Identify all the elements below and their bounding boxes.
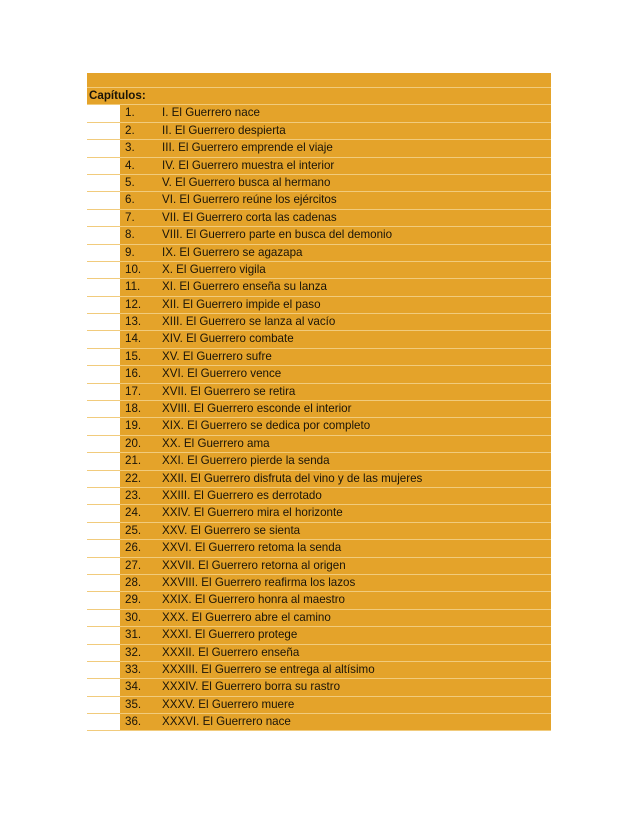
chapter-number: 2.	[125, 123, 135, 137]
chapter-title: IX. El Guerrero se agazapa	[162, 245, 303, 259]
chapter-number: 3.	[125, 141, 135, 155]
indent-spacer	[87, 453, 120, 469]
indent-spacer	[87, 314, 120, 330]
chapter-title: XXVI. El Guerrero retoma la senda	[162, 541, 342, 555]
chapter-title: IV. El Guerrero muestra el interior	[162, 158, 335, 172]
chapter-row	[87, 610, 551, 627]
chapter-number: 16.	[125, 367, 142, 381]
chapter-row	[87, 592, 551, 609]
chapter-row	[87, 645, 551, 662]
chapter-row	[87, 192, 551, 209]
chapter-number: 18.	[125, 402, 142, 416]
chapter-number: 15.	[125, 349, 142, 363]
chapter-title: XXXV. El Guerrero muere	[162, 697, 295, 711]
blank-row	[87, 73, 551, 88]
chapter-row	[87, 140, 551, 157]
chapter-title: X. El Guerrero vigila	[162, 262, 266, 276]
chapter-number: 26.	[125, 541, 142, 555]
indent-spacer	[87, 227, 120, 243]
indent-spacer	[87, 175, 120, 191]
indent-spacer	[87, 418, 120, 434]
chapter-row	[87, 401, 551, 418]
chapter-title: III. El Guerrero emprende el viaje	[162, 141, 333, 155]
indent-spacer	[87, 558, 120, 574]
chapter-title: XXIII. El Guerrero es derrotado	[162, 488, 322, 502]
chapter-title: XVI. El Guerrero vence	[162, 367, 282, 381]
chapter-title: XIV. El Guerrero combate	[162, 332, 294, 346]
chapter-row	[87, 418, 551, 435]
chapter-title: XXIX. El Guerrero honra al maestro	[162, 593, 346, 607]
chapter-row	[87, 697, 551, 714]
chapter-row	[87, 505, 551, 522]
indent-spacer	[87, 331, 120, 347]
indent-spacer	[87, 366, 120, 382]
chapter-row	[87, 314, 551, 331]
indent-spacer	[87, 627, 120, 643]
chapter-row	[87, 158, 551, 175]
chapter-number: 32.	[125, 645, 142, 659]
chapter-number: 6.	[125, 193, 135, 207]
chapter-number: 14.	[125, 332, 142, 346]
chapter-number: 34.	[125, 680, 142, 694]
chapter-number: 31.	[125, 628, 142, 642]
indent-spacer	[87, 436, 120, 452]
chapter-number: 10.	[125, 262, 142, 276]
indent-spacer	[87, 245, 120, 261]
chapter-row	[87, 679, 551, 696]
chapter-title: VII. El Guerrero corta las cadenas	[162, 210, 337, 224]
chapter-title: XXXIII. El Guerrero se entrega al altísimo	[162, 662, 375, 676]
indent-spacer	[87, 662, 120, 678]
chapter-row	[87, 523, 551, 540]
chapter-number: 8.	[125, 228, 135, 242]
chapter-number: 7.	[125, 210, 135, 224]
chapter-number: 36.	[125, 715, 142, 729]
chapter-row	[87, 123, 551, 140]
chapter-title: XXI. El Guerrero pierde la senda	[162, 454, 330, 468]
chapter-title: VI. El Guerrero reúne los ejércitos	[162, 193, 337, 207]
chapter-number: 29.	[125, 593, 142, 607]
chapter-title: XXV. El Guerrero se sienta	[162, 523, 301, 537]
chapter-number: 19.	[125, 419, 142, 433]
chapter-title: II. El Guerrero despierta	[162, 123, 286, 137]
chapter-row	[87, 627, 551, 644]
indent-spacer	[87, 575, 120, 591]
indent-spacer	[87, 158, 120, 174]
chapter-row	[87, 245, 551, 262]
chapter-title: XV. El Guerrero sufre	[162, 349, 272, 363]
indent-spacer	[87, 192, 120, 208]
chapter-title: XI. El Guerrero enseña su lanza	[162, 280, 327, 294]
chapter-title: XIX. El Guerrero se dedica por completo	[162, 419, 371, 433]
chapter-title: XXVII. El Guerrero retorna al origen	[162, 558, 346, 572]
indent-spacer	[87, 697, 120, 713]
chapter-number: 5.	[125, 175, 135, 189]
indent-spacer	[87, 592, 120, 608]
chapter-title: XX. El Guerrero ama	[162, 436, 270, 450]
chapter-row	[87, 540, 551, 557]
chapter-number: 12.	[125, 297, 142, 311]
chapter-row	[87, 175, 551, 192]
chapter-number: 28.	[125, 575, 142, 589]
indent-spacer	[87, 384, 120, 400]
chapter-row	[87, 331, 551, 348]
indent-spacer	[87, 714, 120, 730]
chapter-number: 30.	[125, 610, 142, 624]
chapter-title: XXXIV. El Guerrero borra su rastro	[162, 680, 341, 694]
indent-spacer	[87, 610, 120, 626]
chapter-number: 33.	[125, 662, 142, 676]
chapter-title: XXVIII. El Guerrero reafirma los lazos	[162, 575, 356, 589]
indent-spacer	[87, 140, 120, 156]
chapter-title: V. El Guerrero busca al hermano	[162, 175, 331, 189]
chapter-number: 11.	[125, 280, 141, 294]
chapter-row	[87, 488, 551, 505]
chapter-title: XXXII. El Guerrero enseña	[162, 645, 300, 659]
chapter-number: 25.	[125, 523, 142, 537]
chapter-title: XVIII. El Guerrero esconde el interior	[162, 402, 352, 416]
chapter-row	[87, 714, 551, 731]
chapter-number: 20.	[125, 436, 142, 450]
chapter-row	[87, 366, 551, 383]
chapter-title: XII. El Guerrero impide el paso	[162, 297, 321, 311]
indent-spacer	[87, 523, 120, 539]
chapters-table	[87, 73, 551, 731]
chapter-title: XIII. El Guerrero se lanza al vacío	[162, 315, 336, 329]
chapters-heading: Capítulos:	[87, 88, 551, 105]
chapter-number: 17.	[125, 384, 142, 398]
chapter-title: XXII. El Guerrero disfruta del vino y de las mujeres	[162, 471, 423, 485]
indent-spacer	[87, 297, 120, 313]
chapter-number: 1.	[125, 106, 135, 120]
indent-spacer	[87, 645, 120, 661]
chapter-title: I. El Guerrero nace	[162, 106, 260, 120]
chapter-row	[87, 471, 551, 488]
indent-spacer	[87, 505, 120, 521]
indent-spacer	[87, 540, 120, 556]
chapter-number: 13.	[125, 315, 142, 329]
chapter-row	[87, 297, 551, 314]
chapter-title: XVII. El Guerrero se retira	[162, 384, 296, 398]
indent-spacer	[87, 123, 120, 139]
chapter-title: VIII. El Guerrero parte en busca del demonio	[162, 228, 393, 242]
chapter-row	[87, 453, 551, 470]
chapter-number: 27.	[125, 558, 142, 572]
indent-spacer	[87, 488, 120, 504]
chapter-number: 22.	[125, 471, 142, 485]
chapter-row	[87, 384, 551, 401]
indent-spacer	[87, 262, 120, 278]
chapter-row	[87, 210, 551, 227]
chapter-row	[87, 227, 551, 244]
chapter-number: 24.	[125, 506, 142, 520]
indent-spacer	[87, 401, 120, 417]
indent-spacer	[87, 471, 120, 487]
indent-spacer	[87, 279, 120, 295]
indent-spacer	[87, 679, 120, 695]
chapter-list	[87, 105, 551, 731]
chapter-number: 9.	[125, 245, 135, 259]
chapter-row	[87, 279, 551, 296]
chapter-row	[87, 436, 551, 453]
chapter-number: 23.	[125, 488, 142, 502]
chapter-number: 4.	[125, 158, 135, 172]
chapter-row	[87, 575, 551, 592]
chapter-row	[87, 262, 551, 279]
chapter-title: XXXI. El Guerrero protege	[162, 628, 298, 642]
chapter-title: XXX. El Guerrero abre el camino	[162, 610, 331, 624]
chapter-title: XXIV. El Guerrero mira el horizonte	[162, 506, 343, 520]
chapter-row	[87, 662, 551, 679]
chapter-number: 21.	[125, 454, 142, 468]
chapter-number: 35.	[125, 697, 142, 711]
indent-spacer	[87, 105, 120, 121]
indent-spacer	[87, 210, 120, 226]
chapter-row	[87, 349, 551, 366]
chapter-row	[87, 105, 551, 122]
chapter-row	[87, 558, 551, 575]
chapter-title: XXXVI. El Guerrero nace	[162, 715, 291, 729]
indent-spacer	[87, 349, 120, 365]
